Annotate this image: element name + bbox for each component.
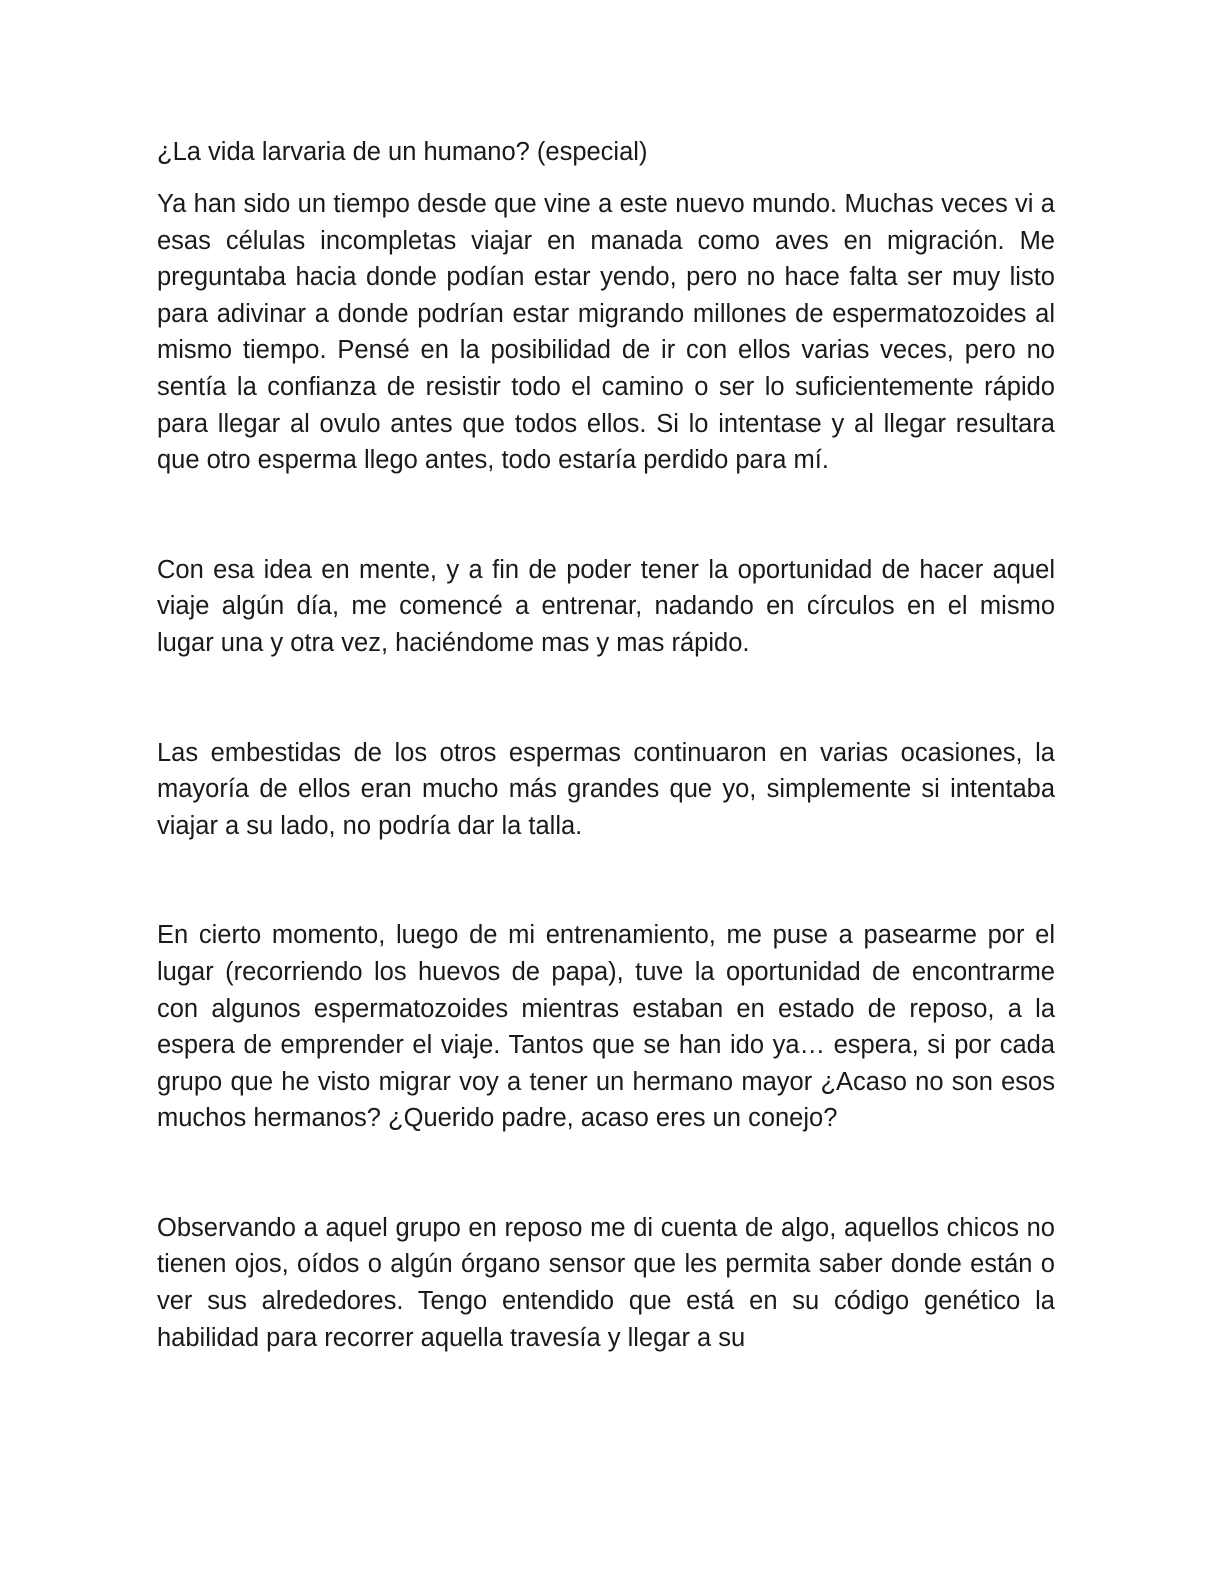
paragraph-2: Con esa idea en mente, y a fin de poder tener la oportunidad de hacer aquel viaje algún día, me comencé a entrenar, nadando en círculos en el mismo lugar una y otra vez, haciéndome mas y mas rápido. bbox=[157, 555, 1055, 657]
paragraph-spacer bbox=[157, 662, 1055, 735]
document-page bbox=[157, 134, 1055, 1356]
paragraph-1: Ya han sido un tiempo desde que vine a este nuevo mundo. Muchas veces vi a esas células incompletas viajar en manada como aves en migración. Me preguntaba hacia donde podían estar yendo, pero no hace falta ser muy listo para adivinar a donde podrían estar migrando millones de espermatozoides al mismo tiempo. Pensé en la posibilidad de ir con ellos varias veces, pero no sentía la confianza de resistir todo el camino o ser lo suficientemente rápido para llegar al ovulo antes que todos ellos. Si lo intentase y al llegar resultara que otro esperma llego antes, todo estaría perdido para mí. bbox=[157, 190, 1055, 475]
paragraph-spacer bbox=[157, 1137, 1055, 1210]
paragraph-4: En cierto momento, luego de mi entrenamiento, me puse a pasearme por el lugar (recorriendo los huevos de papa), tuve la oportunidad de encontrarme con algunos espermatozoides mientras estaban en estado de reposo, a la espera de emprender el viaje. Tantos que se han ido ya… espera, si por cada grupo que he visto migrar voy a tener un hermano mayor ¿Acaso no son esos muchos hermanos? ¿Querido padre, acaso eres un conejo? bbox=[157, 921, 1055, 1133]
paragraph-3: Las embestidas de los otros espermas continuaron en varias ocasiones, la mayoría de ellos eran mucho más grandes que yo, simplemente si intentaba viajar a su lado, no podría dar la talla. bbox=[157, 738, 1055, 840]
paragraph-spacer bbox=[157, 844, 1055, 917]
document-title: ¿La vida larvaria de un humano? (especial) bbox=[157, 138, 648, 166]
paragraph-spacer bbox=[157, 479, 1055, 552]
paragraph-5: Observando a aquel grupo en reposo me di cuenta de algo, aquellos chicos no tienen ojos, oídos o algún órgano sensor que les permita saber donde están o ver sus alrededores. Tengo entendido que está en su código genético la habilidad para recorrer aquella travesía y llegar a su bbox=[157, 1213, 1055, 1352]
